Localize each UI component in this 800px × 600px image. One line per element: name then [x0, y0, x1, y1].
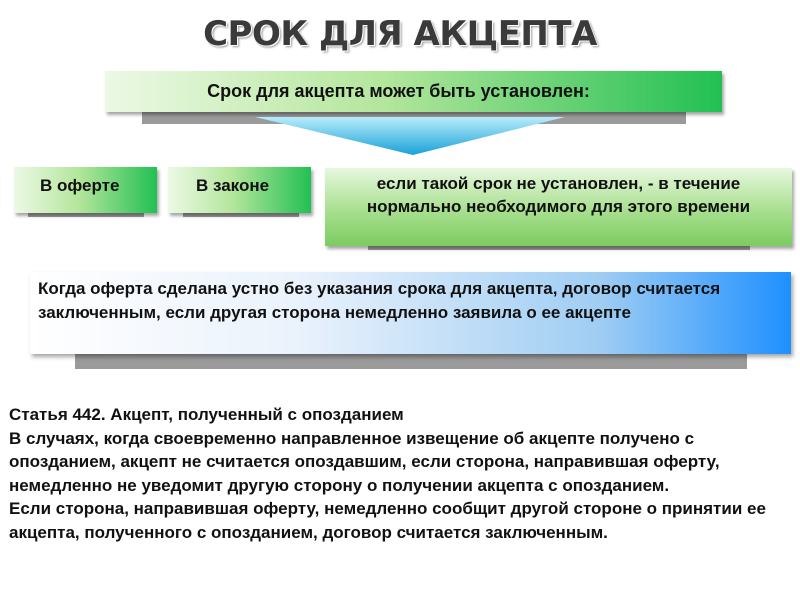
oral-offer-shadow — [75, 353, 747, 369]
option-law-label: В законе — [196, 176, 270, 195]
slide-title: СРОК ДЛЯ АКЦЕПТА — [203, 14, 597, 54]
header-box-label: Срок для акцепта может быть установлен: — [207, 81, 590, 101]
option-oferta-box — [14, 167, 157, 213]
header-box — [105, 71, 722, 112]
article-paragraph-2: Если сторона, направившая оферту, немедленно сообщит другой стороне о принятии ее акцепта, полученного с опозданием, договор считается заключенным. — [9, 499, 766, 542]
oral-offer-box — [30, 272, 791, 354]
article-heading: Статья 442. Акцепт, полученный с опозданием — [9, 405, 404, 424]
oral-offer-text: Когда оферта сделана устно без указания срока для акцепта, договор считается заключенным, если другая сторона немедленно заявила о ее акцепте — [38, 279, 721, 322]
option-reasonable-label: если такой срок не установлен, - в течение нормально необходимого для этого времени — [366, 174, 751, 216]
article-paragraph-1: В случаях, когда своевременно направленное извещение об акцепте получено с опозданием, акцепт не считается опоздавшим, если сторона, направившая оферту, немедленно не уведомит другую сторону о получении акцепта с опозданием. — [9, 428, 720, 495]
article-text — [9, 403, 794, 544]
funnel-arrow — [255, 117, 565, 157]
option-reasonable-box — [325, 168, 792, 246]
option-law-box — [168, 167, 311, 213]
option-oferta-label: В оферте — [40, 176, 120, 195]
